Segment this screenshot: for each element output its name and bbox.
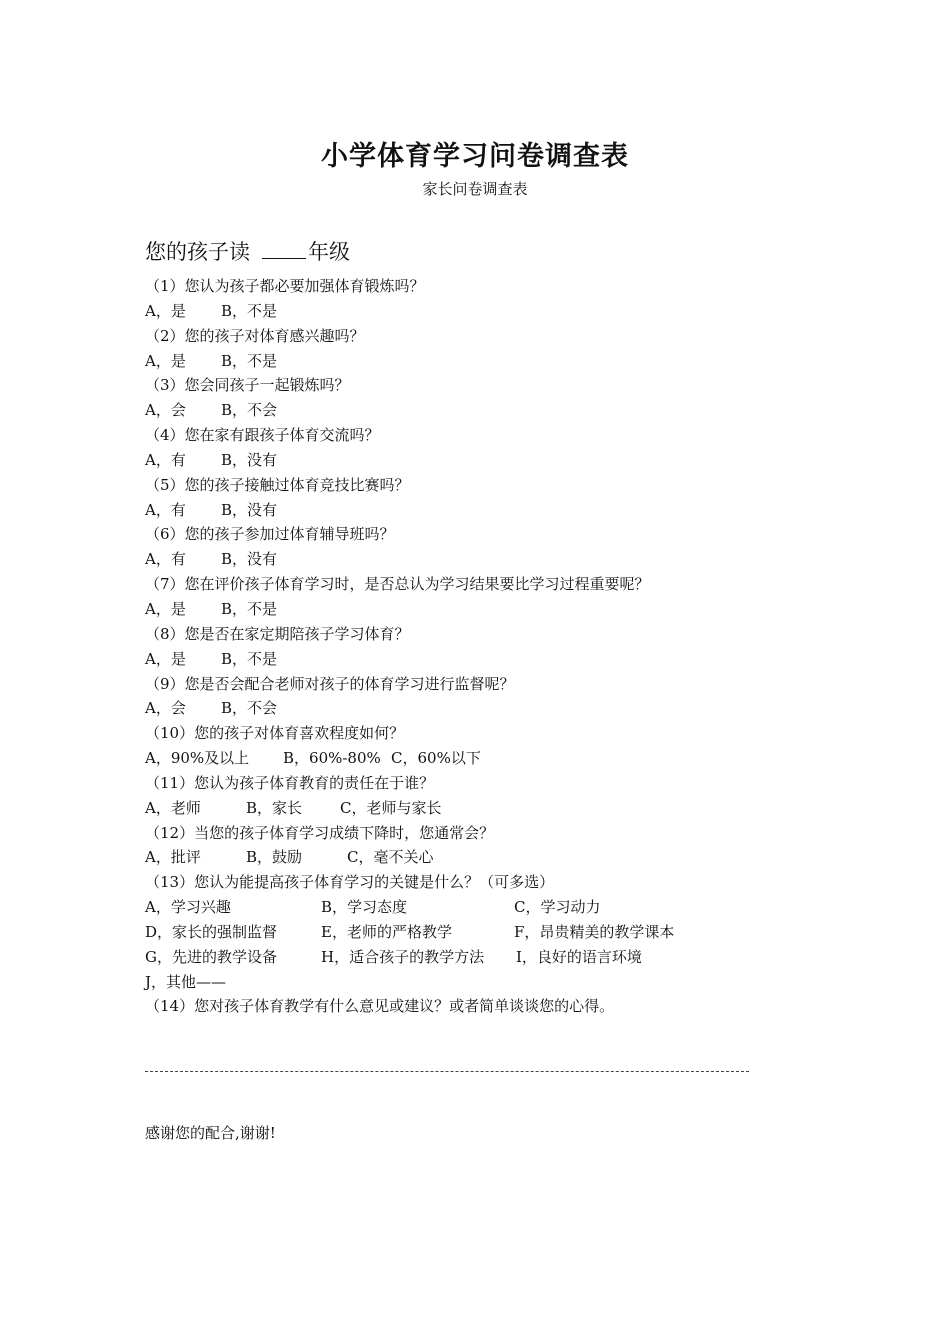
answer-option[interactable]: B，学习态度 [321, 898, 408, 917]
question-text: （6）您的孩子参加过体育辅导班吗？ [145, 525, 395, 544]
answer-option[interactable]: A，是 [145, 649, 186, 668]
answer-option[interactable]: A，有 [145, 550, 186, 569]
grade-blank[interactable] [262, 240, 306, 259]
question-text: （2）您的孩子对体育感兴趣吗？ [145, 326, 365, 345]
answer-option[interactable]: C，老师与家长 [340, 798, 442, 817]
question-text: （13）您认为能提高孩子体育学习的关键是什么？（可多选） [145, 873, 555, 892]
thanks-text: 感谢您的配合,谢谢! [145, 1124, 276, 1142]
answer-option[interactable]: A，批评 [145, 848, 201, 867]
question-options [145, 398, 805, 423]
answer-option[interactable]: B，不会 [221, 699, 278, 718]
answer-option[interactable]: F，昂贵精美的教学课本 [514, 922, 675, 941]
answer-option[interactable]: C，学习动力 [514, 898, 601, 917]
page-subtitle: 家长问卷调查表 [422, 180, 528, 198]
answer-option[interactable]: B，不是 [221, 351, 278, 370]
question-options [145, 796, 805, 821]
answer-option[interactable]: B，没有 [221, 450, 278, 469]
answer-option[interactable]: B，不是 [221, 649, 278, 668]
answer-option[interactable]: B，家长 [246, 798, 303, 817]
question-options [145, 299, 805, 324]
answer-option[interactable]: B，60%-80% [283, 749, 381, 768]
question-text: （8）您是否在家定期陪孩子学习体育？ [145, 624, 410, 643]
answer-option[interactable]: A，是 [145, 301, 186, 320]
question-options [145, 746, 805, 771]
question-options [145, 448, 805, 473]
question-options [145, 498, 805, 523]
question-options [145, 895, 805, 920]
question-text: （7）您在评价孩子体育学习时，是否总认为学习结果要比学习过程重要呢？ [145, 575, 650, 594]
answer-option[interactable]: E，老师的严格教学 [321, 922, 452, 941]
answer-option[interactable]: D，家长的强制监督 [145, 922, 278, 941]
answer-option[interactable]: A，是 [145, 599, 186, 618]
answer-option[interactable]: B，没有 [221, 500, 278, 519]
answer-option[interactable]: A，是 [145, 351, 186, 370]
answer-option[interactable]: H，适合孩子的教学方法 [321, 947, 485, 966]
answer-option[interactable]: A，有 [145, 450, 186, 469]
answer-option[interactable]: A，会 [145, 699, 186, 718]
answer-option[interactable]: C，60%以下 [391, 749, 481, 768]
grade-suffix: 年级 [308, 240, 350, 264]
answer-option[interactable]: A，90%及以上 [145, 749, 250, 768]
grade-prefix: 您的孩子读 [145, 240, 250, 264]
question-text: （11）您认为孩子体育教育的责任在于谁？ [145, 773, 435, 792]
dashed-divider [145, 1071, 749, 1072]
question-text: （4）您在家有跟孩子体育交流吗？ [145, 426, 380, 445]
question-options [145, 696, 805, 721]
question-text: （1）您认为孩子都必要加强体育锻炼吗？ [145, 277, 425, 295]
grade-line [145, 236, 350, 266]
question-options [145, 845, 805, 870]
question-text: （12）当您的孩子体育学习成绩下降时，您通常会？ [145, 823, 495, 842]
answer-option[interactable]: C，毫不关心 [347, 848, 434, 867]
question-list [145, 274, 805, 1019]
question-options [145, 920, 805, 945]
question-options [145, 970, 805, 995]
answer-option[interactable]: B，不是 [221, 599, 278, 618]
question-text: （10）您的孩子对体育喜欢程度如何？ [145, 724, 405, 743]
question-text: （14）您对孩子体育教学有什么意见或建议？或者简单谈谈您的心得。 [145, 997, 615, 1016]
page-title: 小学体育学习问卷调查表 [321, 141, 629, 172]
question-text: （5）您的孩子接触过体育竞技比赛吗？ [145, 475, 410, 494]
question-options [145, 349, 805, 374]
answer-option[interactable]: J，其他—— [145, 972, 227, 991]
question-options [145, 945, 805, 970]
answer-option[interactable]: A，会 [145, 401, 186, 420]
answer-option[interactable]: A，学习兴趣 [145, 898, 231, 917]
question-text: （9）您是否会配合老师对孩子的体育学习进行监督呢？ [145, 674, 515, 693]
question-text: （3）您会同孩子一起锻炼吗？ [145, 376, 350, 395]
answer-option[interactable]: B，不是 [221, 301, 278, 320]
answer-option[interactable]: B，没有 [221, 550, 278, 569]
answer-option[interactable]: G，先进的教学设备 [145, 947, 277, 966]
answer-option[interactable]: A，老师 [145, 798, 201, 817]
question-options [145, 597, 805, 622]
answer-option[interactable]: B，不会 [221, 401, 278, 420]
answer-option[interactable]: I，良好的语言环境 [516, 947, 642, 966]
answer-option[interactable]: A，有 [145, 500, 186, 519]
question-options [145, 547, 805, 572]
answer-option[interactable]: B，鼓励 [246, 848, 303, 867]
question-options [145, 647, 805, 672]
